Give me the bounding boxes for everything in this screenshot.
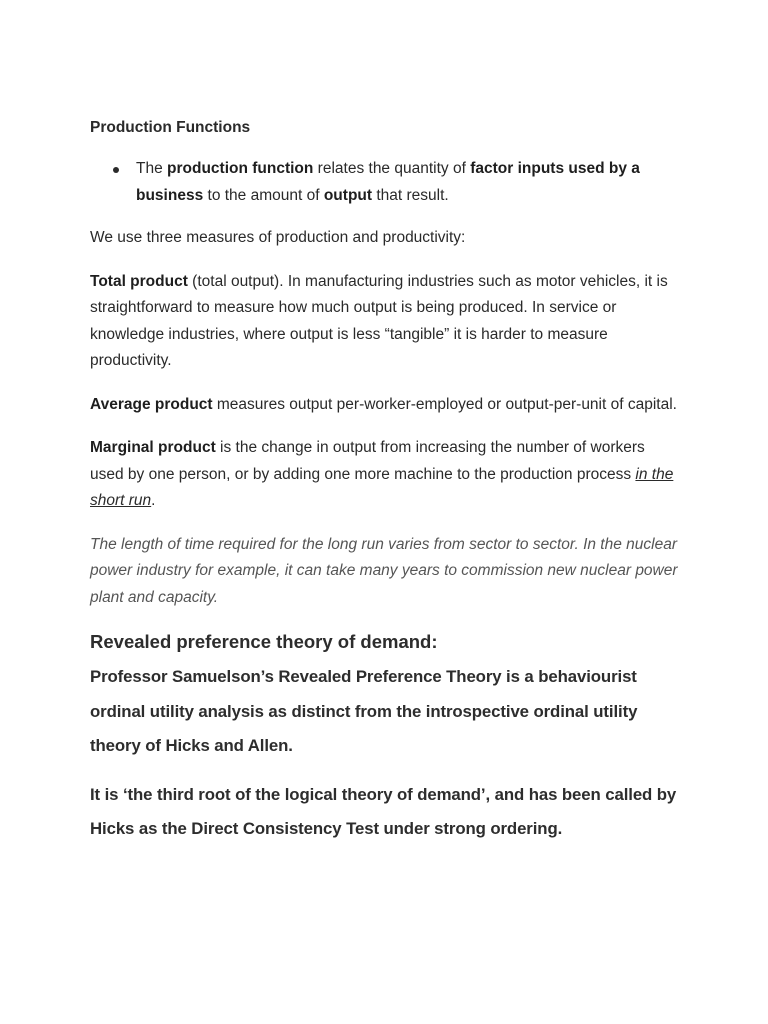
marginal-product-end: .: [151, 492, 156, 509]
bullet-text-1: The: [136, 160, 168, 177]
average-product-paragraph: [90, 392, 680, 419]
bullet-list: [90, 156, 680, 209]
average-product-term: Average product: [90, 395, 213, 413]
bullet-text-2: relates the quantity of: [313, 160, 471, 177]
marginal-product-term: Marginal product: [90, 439, 216, 456]
average-product-text: measures output per-worker-employed or output-per-unit of capital.: [212, 395, 677, 413]
section-title: Production Functions: [90, 119, 251, 136]
revealed-preference-paragraph-2: It is ‘the third root of the logical theory of demand’, and has been called by Hicks as the Direct Consistency Test under strong ordering.: [90, 784, 677, 838]
bullet-icon: [113, 167, 119, 173]
long-run-note: The length of time required for the long run varies from sector to sector. In the nuclear power industry for example, it can take many years to commission new nuclear power plant and capacity.: [90, 535, 678, 606]
revealed-preference-paragraph-1: Professor Samuelson’s Revealed Preference Theory is a behaviourist ordinal utility analysis as distinct from the introspective ordinal utility theory of Hicks and Allen.: [90, 667, 638, 755]
list-item: [90, 156, 680, 209]
marginal-product-paragraph: [90, 435, 680, 515]
short-run-link[interactable]: in the short run: [90, 465, 674, 509]
marginal-product-text: is the change in output from increasing the number of workers used by one person, or by adding one more machine to the production process: [90, 439, 645, 483]
bullet-term-output: output: [323, 186, 373, 204]
total-product-text: (total output). In manufacturing industries such as motor vehicles, it is straightforward to measure how much output is being produced. In service or knowledge industries, where output is less “tangible” it is harder to measure productivity.: [90, 272, 668, 369]
total-product-paragraph: [90, 269, 680, 375]
bullet-text-4: that result.: [372, 186, 449, 204]
intro-paragraph: We use three measures of production and productivity:: [90, 229, 466, 246]
bullet-term-production-function: production function: [167, 160, 314, 177]
total-product-term: Total product: [90, 272, 188, 290]
revealed-preference-heading: Revealed preference theory of demand:: [90, 631, 438, 652]
document-body: [90, 116, 680, 861]
bullet-text-3: to the amount of: [203, 186, 324, 204]
bullet-term-factor-inputs: factor inputs used by a business: [136, 160, 640, 204]
